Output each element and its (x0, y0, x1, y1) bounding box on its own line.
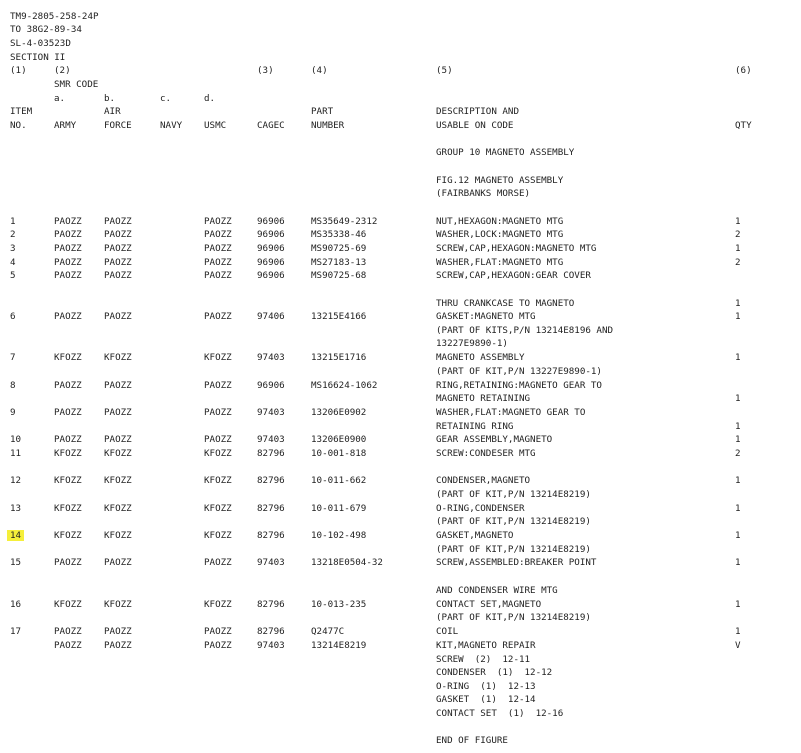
smr-air-force: PAOZZ (104, 257, 132, 268)
description: KIT,MAGNETO REPAIR (436, 640, 536, 651)
no-heading: NO. (10, 120, 27, 131)
description: SCREW:CONDESER MTG (436, 448, 536, 459)
description: SCREW (2) 12-11 (436, 654, 531, 665)
smr-usmc: PAOZZ (204, 557, 232, 568)
cagec-code: 97403 (257, 640, 285, 651)
figure-subtitle: (FAIRBANKS MORSE) (436, 188, 531, 199)
description: WASHER,FLAT:MAGNETO GEAR TO (436, 407, 586, 418)
cagec-code: 82796 (257, 503, 285, 514)
smr-air-force: PAOZZ (104, 380, 132, 391)
part-heading: PART (311, 106, 334, 117)
smr-air-force: KFOZZ (104, 503, 132, 514)
item-heading: ITEM (10, 106, 33, 117)
col-num-1: (1) (10, 65, 27, 76)
description: CONDENSER (1) 12-12 (436, 667, 553, 678)
item-number: 7 (10, 352, 16, 363)
qty-heading: QTY (735, 120, 752, 131)
quantity: 2 (735, 229, 741, 240)
usmc-heading: USMC (204, 120, 227, 131)
smr-air-force: PAOZZ (104, 270, 132, 281)
smr-usmc: KFOZZ (204, 475, 232, 486)
highlighted-item-number: 14 (7, 530, 24, 541)
item-number: 1 (10, 216, 16, 227)
quantity: 1 (735, 626, 741, 637)
description: WASHER,LOCK:MAGNETO MTG (436, 229, 564, 240)
quantity: V (735, 640, 741, 651)
quantity: 2 (735, 257, 741, 268)
smr-air-force: KFOZZ (104, 448, 132, 459)
part-number: 13214E8219 (311, 640, 367, 651)
smr-army: PAOZZ (54, 626, 82, 637)
description: CONTACT SET (1) 12-16 (436, 708, 564, 719)
section-title: SECTION II (10, 52, 66, 63)
description: CONDENSER,MAGNETO (436, 475, 531, 486)
smr-usmc: PAOZZ (204, 407, 232, 418)
cagec-code: 97406 (257, 311, 285, 322)
doc-to-number: TO 38G2-89-34 (10, 24, 82, 35)
smr-air-force: PAOZZ (104, 557, 132, 568)
smr-air-force: PAOZZ (104, 311, 132, 322)
part-number: MS35338-46 (311, 229, 367, 240)
sub-letter-b: b. (104, 93, 116, 104)
item-number: 11 (10, 448, 22, 459)
cagec-code: 96906 (257, 257, 285, 268)
smr-usmc: PAOZZ (204, 640, 232, 651)
quantity: 1 (735, 393, 741, 404)
description: GASKET,MAGNETO (436, 530, 514, 541)
part-number: MS16624-1062 (311, 380, 378, 391)
cagec-heading: CAGEC (257, 120, 285, 131)
smr-usmc: KFOZZ (204, 530, 232, 541)
figure-title: FIG.12 MAGNETO ASSEMBLY (436, 175, 564, 186)
smr-usmc: PAOZZ (204, 243, 232, 254)
cagec-code: 82796 (257, 448, 285, 459)
smr-air-force: PAOZZ (104, 434, 132, 445)
part-number: 13218E0504-32 (311, 557, 383, 568)
smr-usmc: PAOZZ (204, 311, 232, 322)
cagec-code: 97403 (257, 352, 285, 363)
smr-army: PAOZZ (54, 229, 82, 240)
col-num-3: (3) (257, 65, 274, 76)
smr-army: PAOZZ (54, 557, 82, 568)
smr-army: PAOZZ (54, 640, 82, 651)
description: COIL (436, 626, 459, 637)
description: (PART OF KIT,P/N 13214E8219) (436, 489, 591, 500)
smr-army: PAOZZ (54, 380, 82, 391)
end-of-figure: END OF FIGURE (436, 735, 508, 746)
part-number: MS90725-68 (311, 270, 367, 281)
doc-sl-number: SL-4-03523D (10, 38, 71, 49)
group-title: GROUP 10 MAGNETO ASSEMBLY (436, 147, 575, 158)
navy-heading: NAVY (160, 120, 183, 131)
smr-army: KFOZZ (54, 352, 82, 363)
smr-army: KFOZZ (54, 475, 82, 486)
smr-air-force: PAOZZ (104, 229, 132, 240)
smr-air-force: KFOZZ (104, 599, 132, 610)
sub-letter-d: d. (204, 93, 216, 104)
smr-air-force: KFOZZ (104, 475, 132, 486)
army-heading: ARMY (54, 120, 77, 131)
part-number: MS90725-69 (311, 243, 367, 254)
smr-army: PAOZZ (54, 216, 82, 227)
part-number: 10-102-498 (311, 530, 367, 541)
cagec-code: 97403 (257, 434, 285, 445)
description: THRU CRANKCASE TO MAGNETO (436, 298, 575, 309)
item-number: 6 (10, 311, 16, 322)
description-heading: DESCRIPTION AND (436, 106, 519, 117)
quantity: 1 (735, 530, 741, 541)
description: SCREW,CAP,HEXAGON:MAGNETO MTG (436, 243, 597, 254)
col-num-2: (2) (54, 65, 71, 76)
description: SCREW,CAP,HEXAGON:GEAR COVER (436, 270, 591, 281)
smr-usmc: PAOZZ (204, 434, 232, 445)
air-heading: AIR (104, 106, 121, 117)
description: MAGNETO ASSEMBLY (436, 352, 525, 363)
description: RETAINING RING (436, 421, 514, 432)
cagec-code: 96906 (257, 229, 285, 240)
quantity: 1 (735, 243, 741, 254)
quantity: 1 (735, 352, 741, 363)
smr-usmc: PAOZZ (204, 380, 232, 391)
description: 13227E9890-1) (436, 338, 508, 349)
smr-army: KFOZZ (54, 448, 82, 459)
smr-army: KFOZZ (54, 503, 82, 514)
smr-usmc: PAOZZ (204, 257, 232, 268)
smr-usmc: KFOZZ (204, 352, 232, 363)
cagec-code: 82796 (257, 475, 285, 486)
cagec-code: 82796 (257, 626, 285, 637)
smr-usmc: KFOZZ (204, 448, 232, 459)
description: AND CONDENSER WIRE MTG (436, 585, 558, 596)
part-number: 13206E0902 (311, 407, 367, 418)
smr-air-force: KFOZZ (104, 352, 132, 363)
description: GASKET (1) 12-14 (436, 694, 536, 705)
part-number: Q2477C (311, 626, 345, 637)
col-num-6: (6) (735, 65, 752, 76)
smr-usmc: PAOZZ (204, 626, 232, 637)
quantity: 2 (735, 448, 741, 459)
cagec-code: 96906 (257, 380, 285, 391)
item-number: 10 (10, 434, 22, 445)
quantity: 1 (735, 434, 741, 445)
smr-usmc: PAOZZ (204, 270, 232, 281)
number-heading: NUMBER (311, 120, 345, 131)
smr-usmc: KFOZZ (204, 599, 232, 610)
description: O-RING (1) 12-13 (436, 681, 536, 692)
description: O-RING,CONDENSER (436, 503, 525, 514)
description: (PART OF KIT,P/N 13214E8219) (436, 516, 591, 527)
quantity: 1 (735, 298, 741, 309)
quantity: 1 (735, 216, 741, 227)
item-number: 3 (10, 243, 16, 254)
smr-air-force: PAOZZ (104, 243, 132, 254)
description: (PART OF KIT,P/N 13227E9890-1) (436, 366, 602, 377)
item-number: 2 (10, 229, 16, 240)
description: (PART OF KIT,P/N 13214E8219) (436, 544, 591, 555)
quantity: 1 (735, 311, 741, 322)
quantity: 1 (735, 599, 741, 610)
cagec-code: 97403 (257, 407, 285, 418)
item-number: 5 (10, 270, 16, 281)
smr-army: PAOZZ (54, 434, 82, 445)
description: SCREW,ASSEMBLED:BREAKER POINT (436, 557, 597, 568)
item-number: 8 (10, 380, 16, 391)
sub-letter-c: c. (160, 93, 172, 104)
item-number: 16 (10, 599, 22, 610)
part-number: 10-011-679 (311, 503, 367, 514)
force-heading: FORCE (104, 120, 132, 131)
item-number: 17 (10, 626, 22, 637)
usable-on-code-heading: USABLE ON CODE (436, 120, 514, 131)
quantity: 1 (735, 421, 741, 432)
part-number: 13206E0900 (311, 434, 367, 445)
description: GEAR ASSEMBLY,MAGNETO (436, 434, 553, 445)
part-number: MS35649-2312 (311, 216, 378, 227)
item-number: 15 (10, 557, 22, 568)
item-number: 4 (10, 257, 16, 268)
smr-army: PAOZZ (54, 407, 82, 418)
col-num-5: (5) (436, 65, 453, 76)
cagec-code: 82796 (257, 599, 285, 610)
smr-army: PAOZZ (54, 243, 82, 254)
description: (PART OF KITS,P/N 13214E8196 AND (436, 325, 614, 336)
smr-air-force: PAOZZ (104, 640, 132, 651)
smr-air-force: PAOZZ (104, 216, 132, 227)
part-number: 13215E1716 (311, 352, 367, 363)
smr-usmc: PAOZZ (204, 216, 232, 227)
description: RING,RETAINING:MAGNETO GEAR TO (436, 380, 602, 391)
part-number: 10-011-662 (311, 475, 367, 486)
smr-air-force: PAOZZ (104, 407, 132, 418)
item-number (10, 530, 24, 541)
part-number: 13215E4166 (311, 311, 367, 322)
cagec-code: 97403 (257, 557, 285, 568)
cagec-code: 96906 (257, 216, 285, 227)
item-number: 9 (10, 407, 16, 418)
doc-number: TM9-2805-258-24P (10, 11, 99, 22)
description: CONTACT SET,MAGNETO (436, 599, 542, 610)
part-number: 10-013-235 (311, 599, 367, 610)
smr-code-heading: SMR CODE (54, 79, 99, 90)
cagec-code: 96906 (257, 243, 285, 254)
sub-letter-a: a. (54, 93, 66, 104)
smr-army: KFOZZ (54, 599, 82, 610)
description: GASKET:MAGNETO MTG (436, 311, 536, 322)
quantity: 1 (735, 557, 741, 568)
smr-air-force: PAOZZ (104, 626, 132, 637)
part-number: 10-001-818 (311, 448, 367, 459)
cagec-code: 96906 (257, 270, 285, 281)
smr-army: KFOZZ (54, 530, 82, 541)
description: NUT,HEXAGON:MAGNETO MTG (436, 216, 564, 227)
item-number: 12 (10, 475, 22, 486)
item-number: 13 (10, 503, 22, 514)
cagec-code: 82796 (257, 530, 285, 541)
description: (PART OF KIT,P/N 13214E8219) (436, 612, 591, 623)
smr-army: PAOZZ (54, 311, 82, 322)
smr-usmc: KFOZZ (204, 503, 232, 514)
smr-army: PAOZZ (54, 257, 82, 268)
smr-air-force: KFOZZ (104, 530, 132, 541)
description: MAGNETO RETAINING (436, 393, 531, 404)
col-num-4: (4) (311, 65, 328, 76)
part-number: MS27183-13 (311, 257, 367, 268)
smr-usmc: PAOZZ (204, 229, 232, 240)
quantity: 1 (735, 503, 741, 514)
quantity: 1 (735, 475, 741, 486)
smr-army: PAOZZ (54, 270, 82, 281)
description: WASHER,FLAT:MAGNETO MTG (436, 257, 564, 268)
